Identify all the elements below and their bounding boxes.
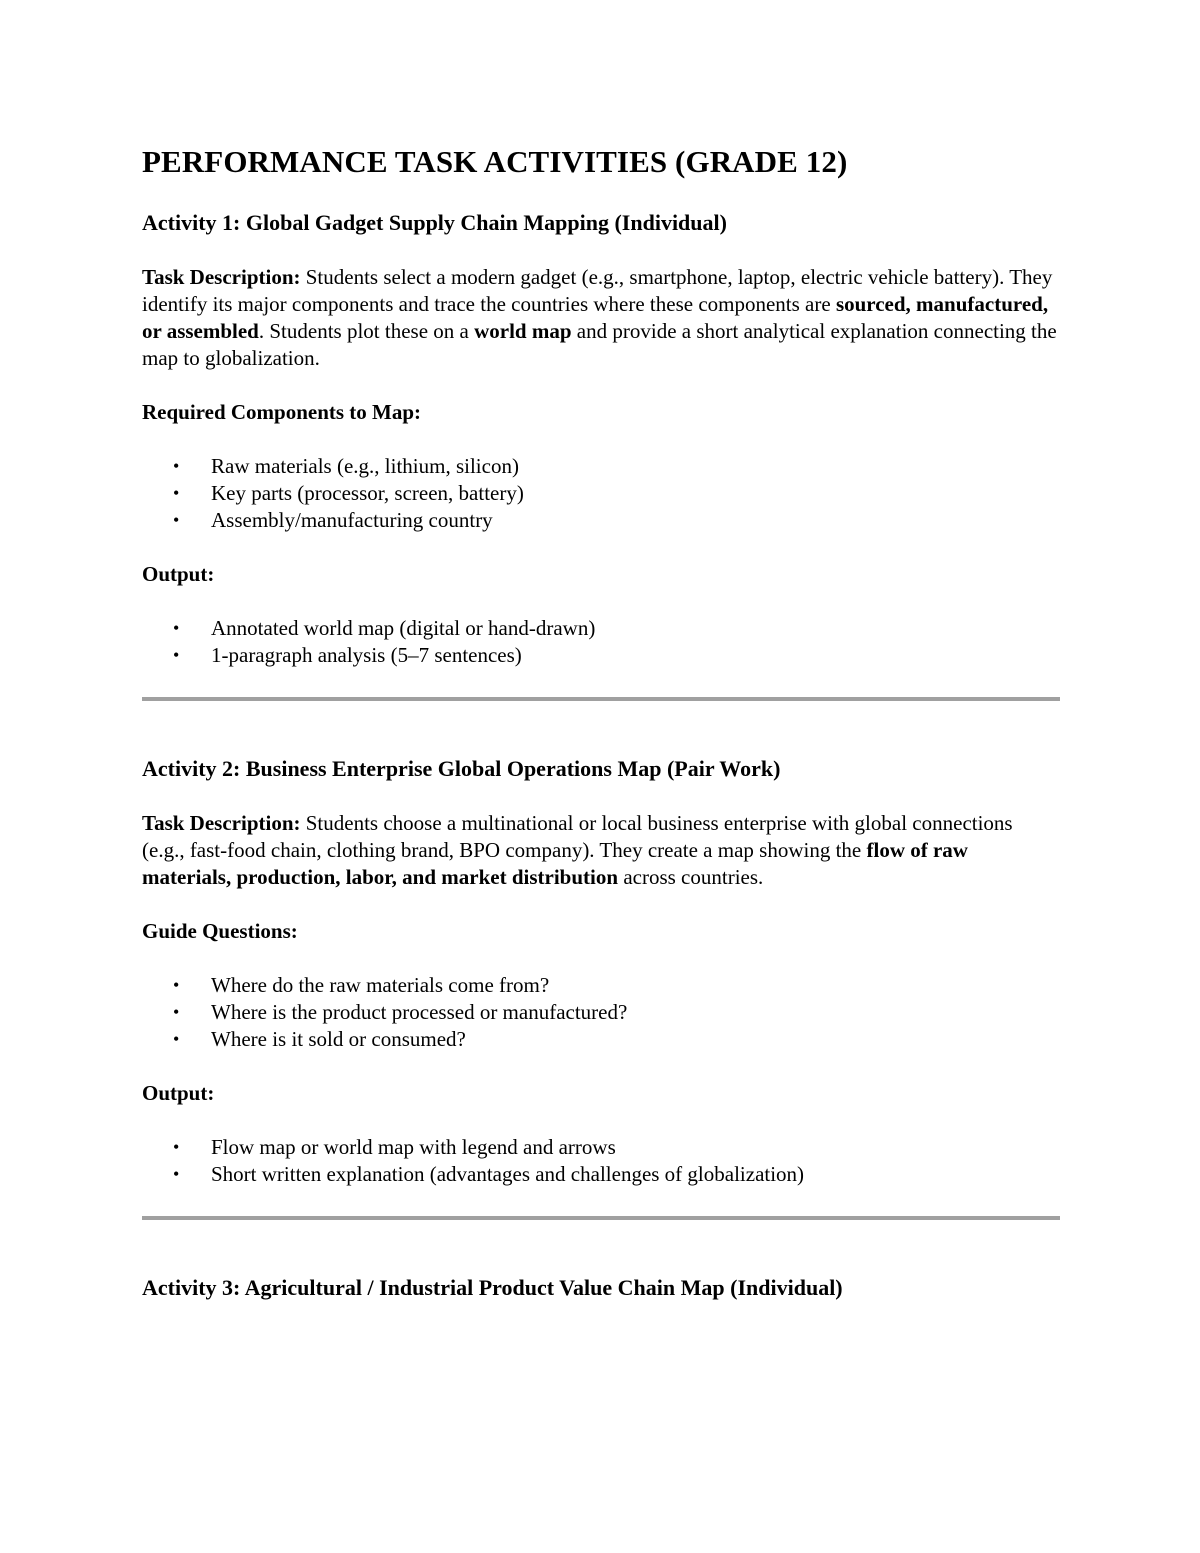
task-description-label: Task Description: xyxy=(142,811,301,835)
bullet-icon: • xyxy=(173,483,180,503)
required-components-label: Required Components to Map: xyxy=(142,400,422,424)
task-text: . Students plot these on a xyxy=(258,319,475,343)
list-item: • Flow map or world map with legend and arrows xyxy=(173,1135,616,1159)
output-label: Output: xyxy=(142,562,215,586)
list-item: • Where is the product processed or manufactured? xyxy=(173,1000,628,1024)
guide-questions-label: Guide Questions: xyxy=(142,919,298,943)
task-text: Students choose a multinational or local business enterprise with global connections (e.g., fast-food chain, clothing brand, BPO company). They create a map showing the xyxy=(142,811,1013,862)
components-list xyxy=(142,453,1060,534)
bullet-icon: • xyxy=(173,1137,180,1157)
task-text: and provide a short analytical explanation connecting the map to globalization. xyxy=(142,319,1057,370)
output-label: Output: xyxy=(142,1081,215,1105)
task-bold-text: sourced, manufactured, or assembled xyxy=(142,292,1049,343)
task-text: across countries. xyxy=(618,865,764,889)
activity-2-heading: Activity 2: Business Enterprise Global Operations Map (Pair Work) xyxy=(142,756,781,781)
bullet-icon: • xyxy=(173,1164,180,1184)
bullet-icon: • xyxy=(173,456,180,476)
list-item: • 1-paragraph analysis (5–7 sentences) xyxy=(173,643,522,667)
activity-1-heading: Activity 1: Global Gadget Supply Chain Mapping (Individual) xyxy=(142,210,727,235)
task-bold-text: world map xyxy=(474,319,572,343)
task-description-label: Task Description: xyxy=(142,265,301,289)
bullet-icon: • xyxy=(173,1029,180,1049)
activity-3-heading: Activity 3: Agricultural / Industrial Product Value Chain Map (Individual) xyxy=(142,1275,843,1300)
task-text: Students select a modern gadget (e.g., smartphone, laptop, electric vehicle battery). They identify its major components and trace the countries where these components are xyxy=(142,265,1053,316)
list-item: • Annotated world map (digital or hand-drawn) xyxy=(173,616,596,640)
activity-1-task-description xyxy=(142,264,1060,372)
list-item: • Where is it sold or consumed? xyxy=(173,1027,466,1051)
document-title: PERFORMANCE TASK ACTIVITIES (GRADE 12) xyxy=(142,144,848,179)
bullet-icon: • xyxy=(173,1002,180,1022)
outputs-list xyxy=(142,615,1060,669)
document-page xyxy=(142,140,1060,1303)
list-item: • Where do the raw materials come from? xyxy=(173,973,550,997)
section-divider xyxy=(142,697,1060,701)
task-bold-text: flow of raw materials, production, labor, and market distribution xyxy=(142,838,968,889)
bullet-icon: • xyxy=(173,975,180,995)
bullet-icon: • xyxy=(173,510,180,530)
bullet-icon: • xyxy=(173,645,180,665)
list-item: • Key parts (processor, screen, battery) xyxy=(173,481,524,505)
guide-questions-list xyxy=(142,972,1060,1053)
activity-2-task-description xyxy=(142,810,1060,891)
bullet-icon: • xyxy=(173,618,180,638)
list-item: • Raw materials (e.g., lithium, silicon) xyxy=(173,454,519,478)
list-item: • Short written explanation (advantages and challenges of globalization) xyxy=(173,1162,805,1186)
list-item: • Assembly/manufacturing country xyxy=(173,508,493,532)
section-divider xyxy=(142,1216,1060,1220)
outputs-list xyxy=(142,1134,1060,1188)
